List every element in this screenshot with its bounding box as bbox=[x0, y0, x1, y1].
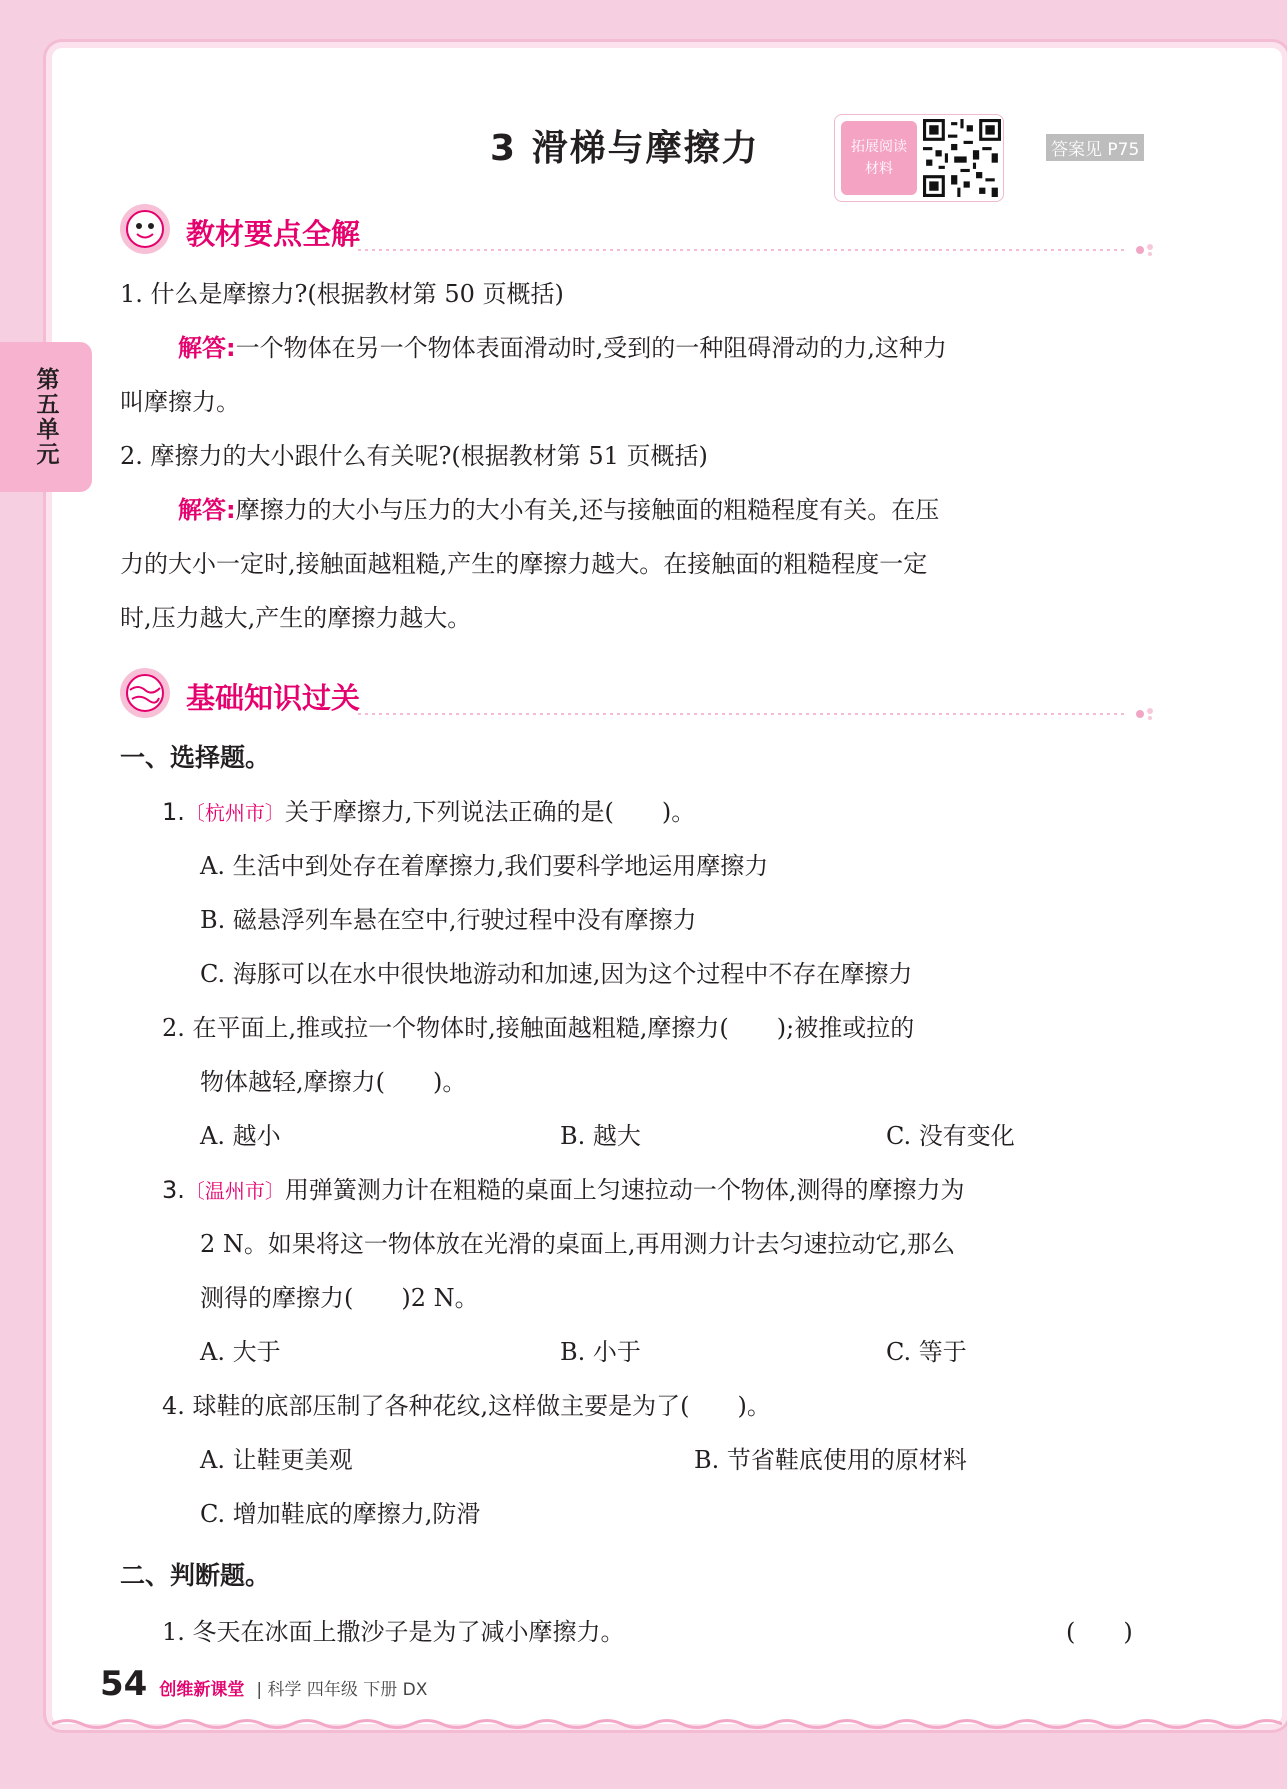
choice-1-option-b[interactable]: B. 磁悬浮列车悬在空中,行驶过程中没有摩擦力 bbox=[200, 906, 697, 934]
choice-question-1 bbox=[162, 798, 1202, 827]
source-city-tag: 〔温州市〕 bbox=[184, 1179, 285, 1203]
bottom-wave-border bbox=[52, 1717, 1282, 1731]
brand-name: 创维新课堂 bbox=[159, 1680, 245, 1700]
section-header-basic-knowledge bbox=[118, 666, 1158, 720]
choice-question-3-line2: 2 N。如果将这一物体放在光滑的桌面上,再用测力计去匀速拉动它,那么 bbox=[200, 1230, 956, 1258]
answer-2-line3: 时,压力越大,产生的摩擦力越大。 bbox=[120, 604, 472, 632]
part-2-title: 二、判断题。 bbox=[120, 1561, 271, 1590]
choice-1-option-a[interactable]: A. 生活中到处存在着摩擦力,我们要科学地运用摩擦力 bbox=[200, 852, 769, 880]
question-number: 1. bbox=[162, 798, 185, 826]
choice-3-option-c[interactable]: C. 等于 bbox=[886, 1338, 967, 1366]
question-text: 关于摩擦力,下列说法正确的是( )。 bbox=[284, 798, 696, 826]
answer-2-text: 摩擦力的大小与压力的大小有关,还与接触面的粗糙程度有关。在压 bbox=[235, 496, 940, 524]
question-2: 2. 摩擦力的大小跟什么有关呢?(根据教材第 51 页概括) bbox=[120, 442, 708, 470]
answer-1-text: 一个物体在另一个物体表面滑动时,受到的一种阻碍滑动的力,这种力 bbox=[235, 334, 947, 362]
section-title-key-points: 教材要点全解 bbox=[186, 217, 361, 251]
qr-code-icon bbox=[923, 119, 1001, 197]
choice-3-option-a[interactable]: A. 大于 bbox=[200, 1338, 281, 1366]
choice-2-option-c[interactable]: C. 没有变化 bbox=[886, 1122, 1015, 1150]
page-number: 54 bbox=[100, 1664, 148, 1704]
answer-1-line2: 叫摩擦力。 bbox=[120, 388, 240, 416]
part-1-title: 一、选择题。 bbox=[120, 743, 271, 772]
book-info: | 科学 四年级 下册 DX bbox=[256, 1680, 428, 1700]
answer-label: 解答: bbox=[178, 496, 236, 524]
lesson-title: 3 滑梯与摩擦力 bbox=[490, 128, 760, 169]
question-1: 1. 什么是摩擦力?(根据教材第 50 页概括) bbox=[120, 280, 564, 308]
qr-label-line2: 材料 bbox=[865, 161, 893, 177]
unit-tab-label: 第五单元 bbox=[32, 367, 59, 467]
choice-3-option-b[interactable]: B. 小于 bbox=[560, 1338, 641, 1366]
choice-question-3-line1 bbox=[162, 1176, 1202, 1205]
dotted-divider bbox=[118, 242, 1158, 258]
answer-2-line2: 力的大小一定时,接触面越粗糙,产生的摩擦力越大。在接触面的粗糙程度一定 bbox=[120, 550, 928, 578]
unit-tab bbox=[0, 342, 92, 492]
choice-1-option-c[interactable]: C. 海豚可以在水中很快地游动和加速,因为这个过程中不存在摩擦力 bbox=[200, 960, 913, 988]
choice-2-option-a[interactable]: A. 越小 bbox=[200, 1122, 281, 1150]
section-header-key-points bbox=[118, 202, 1158, 256]
choice-4-option-b[interactable]: B. 节省鞋底使用的原材料 bbox=[694, 1446, 967, 1474]
choice-question-2-line2: 物体越轻,摩擦力( )。 bbox=[200, 1068, 467, 1096]
section-title-basic-knowledge: 基础知识过关 bbox=[186, 681, 361, 715]
choice-2-option-b[interactable]: B. 越大 bbox=[560, 1122, 641, 1150]
choice-question-4: 4. 球鞋的底部压制了各种花纹,这样做主要是为了( )。 bbox=[162, 1392, 771, 1420]
judgement-question-1: 1. 冬天在冰面上撒沙子是为了减小摩擦力。 bbox=[162, 1618, 625, 1646]
answer-reference-badge: 答案见 P75 bbox=[1046, 134, 1144, 161]
answer-label: 解答: bbox=[178, 334, 236, 362]
dotted-divider bbox=[118, 706, 1158, 722]
extended-reading-qr[interactable] bbox=[834, 114, 1004, 202]
choice-question-2-line1: 2. 在平面上,推或拉一个物体时,接触面越粗糙,摩擦力( );被推或拉的 bbox=[162, 1014, 915, 1042]
page-footer bbox=[100, 1664, 427, 1704]
choice-4-option-a[interactable]: A. 让鞋更美观 bbox=[200, 1446, 353, 1474]
answer-2-line1 bbox=[178, 496, 1218, 524]
judgement-answer-blank[interactable]: ( ) bbox=[1066, 1618, 1133, 1646]
qr-label-line1: 拓展阅读 bbox=[851, 139, 907, 155]
question-number: 3. bbox=[162, 1176, 185, 1204]
qr-label bbox=[841, 121, 917, 195]
choice-question-3-line3: 测得的摩擦力( )2 N。 bbox=[200, 1284, 479, 1312]
choice-4-option-c[interactable]: C. 增加鞋底的摩擦力,防滑 bbox=[200, 1500, 481, 1528]
question-text: 用弹簧测力计在粗糙的桌面上匀速拉动一个物体,测得的摩擦力为 bbox=[284, 1176, 965, 1204]
answer-1-line1 bbox=[178, 334, 1218, 362]
source-city-tag: 〔杭州市〕 bbox=[184, 801, 285, 825]
